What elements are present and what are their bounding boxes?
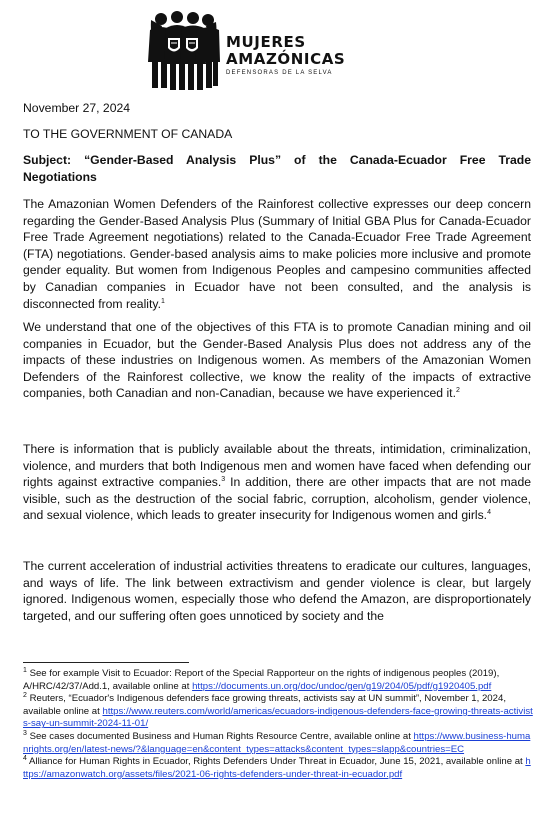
footnote-2 [23,693,533,731]
footnote-number: 3 [23,729,27,737]
paragraph-3 [23,441,531,524]
footnote-number: 2 [23,692,27,699]
footnote-link[interactable]: https://www.reuters.com/world/americas/ecuadors-indigenous-defenders-face-growing-threats-activists-say-un-summit-2024-11-01/ [23,705,533,730]
paragraph-2-text: We understand that one of the objectives of this FTA is to promote Canadian mining and oil companies in Ecuador, but the Gender-Based Analysis Plus does not address any of the impacts of these industries on Indigenous women. As members of the Amazonian Women Defenders of the Rainforest collective, we know the reality of the impacts of extractive companies, both Canadian and non-Canadian, because we have experienced it. [23,320,531,401]
logo-title-line1: MUJERES [226,33,306,51]
footnote-divider [23,662,189,663]
footnote-number: 1 [23,666,27,674]
letter-date: November 27, 2024 [23,101,131,115]
letter-recipient: TO THE GOVERNMENT OF CANADA [23,127,233,141]
footnote-text: Alliance for Human Rights in Ecuador, Rights Defenders Under Threat in Ecuador, June 15, 2021, available online at [26,756,526,768]
footnote-text: Reuters, “Ecuador's Indigenous defenders face growing threats, activists say at UN summit”, November 1, 2024, available online at [23,693,506,717]
footnote-text: See for example Visit to Ecuador: Report of the Special Rapporteur on the rights of indigenous peoples (2019), A/HRC/42/37/Add.1, available online at [23,668,500,692]
footnote-4 [23,756,533,781]
paragraph-4-text: The current acceleration of industrial activities threatens to eradicate our cultures, languages, and ways of life. The link between extractivism and gender violence is clear, but largely ignored. Indigenous women, especially those who defend the Amazon, are disproportionately targeted, and our suffering often goes unnoticed by society and the [23,559,531,623]
footnote-ref-1[interactable]: 1 [160,297,165,305]
letter-subject: Subject: “Gender-Based Analysis Plus” of the Canada-Ecuador Free Trade Negotiations [23,153,531,184]
logo-wordmark [226,34,345,76]
footnote-link[interactable]: https://www.business-humanrights.org/en/latest-news/?&language=en&content_types=attacks&content_types=slapp&countries=EC [23,730,531,755]
letterhead [0,0,556,92]
paragraph-1-text: The Amazonian Women Defenders of the Rainforest collective expresses our deep concern regarding the Gender-Based Analysis Plus (Summary of Initial GBA Plus for Canada-Ecuador Free Trade Agreement negotiations) related to the Canada-Ecuador Free Trade Agreement (FTA) negotiations. Gender-based analysis aims to make policies more inclusive and promote gender equality. But women from Indigenous Peoples and campesino communities affected by Canadian companies in Ecuador have not been consulted, and the analysis is disconnected from reality. [23,197,531,311]
paragraph-2 [23,319,531,402]
footnote-link[interactable]: https://amazonwatch.org/assets/files/2021-06-rights-defenders-under-threat-in-ecuador.pdf [23,756,531,780]
paragraph-3-text-a: There is information that is publicly available about the threats, intimidation, criminalization, violence, and murders that both Indigenous men and women have faced when defending our rights against extractive companies. [23,442,531,490]
paragraph-4 [23,558,531,624]
footnote-1 [23,668,533,693]
footnote-ref-3[interactable]: 3 [221,476,226,484]
paragraph-1 [23,196,531,312]
footnotes [23,668,533,781]
footnote-link[interactable]: https://documents.un.org/doc/undoc/gen/g19/204/05/pdf/g1920405.pdf [192,680,492,692]
logo-title-line2: AMAZÓNICAS [226,50,346,68]
footnote-text: See cases documented Business and Human Rights Resource Centre, available online at [26,730,414,742]
footnote-3 [23,731,533,756]
women-defenders-logo-graphic [148,10,220,90]
footnote-ref-4[interactable]: 4 [487,509,491,517]
footnote-ref-2[interactable]: 2 [455,387,460,395]
logo-tagline: DEFENSORAS DE LA SELVA [226,70,333,76]
paragraph-3-text-b: In addition, there are other impacts that are not made visible, such as the destruction of the social fabric, corruption, alcoholism, gender violence, and sexual violence, which leads to greater insecurity for Indigenous women and girls. [23,475,531,523]
footnote-number: 4 [23,754,27,762]
